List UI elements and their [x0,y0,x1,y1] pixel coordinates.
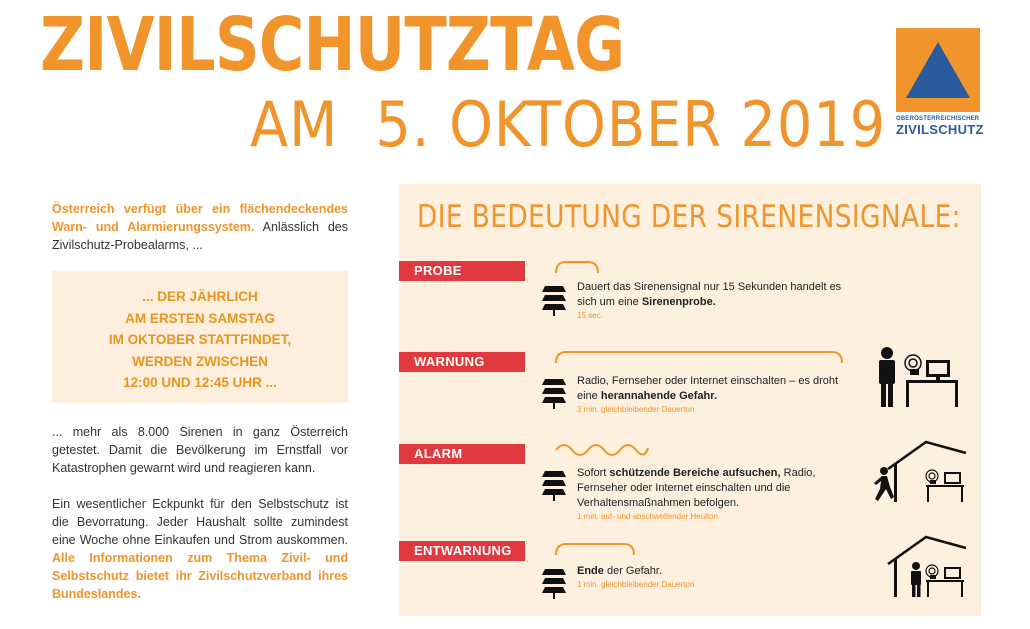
signal-label-warnung: WARNUNG [399,352,525,372]
signal-description-warnung [577,374,842,415]
signal-text-bold: Sirenenprobe. [641,296,716,308]
triangle-icon [896,28,980,112]
signal-duration-note: 1 min. gleichbleibender Dauerton [577,580,695,589]
signal-text: Radio, Fernseher oder Internet einschalten und die Verhaltensmaßnahmen befolgen. [577,467,816,509]
callout-line: ... DER JÄHRLICH [142,289,258,304]
signal-description-entwarnung [577,564,842,590]
intro-paragraph [52,200,348,254]
person-at-tv-icon [874,344,964,410]
wailing-tone-wave-icon [554,440,650,460]
panel-title: DIE BEDEUTUNG DER SIRENENSIGNALE: [417,199,961,235]
logo-text-small: OBERÖSTERREICHISCHER [896,116,980,122]
zivilschutz-logo [896,28,984,137]
callout-line: IM OKTOBER STATTFINDET, [108,332,292,347]
page-subtitle-date: AM 5. OKTOBER 2019 [250,88,887,161]
preparedness-text: Ein wesentlicher Eckpunkt für den Selbstschutz ist die Bevorratung. Jeder Haushalt sollte zumindest eine Woche ohne Einkaufen und Strom auskommen. [52,497,348,547]
signal-description-alarm [577,466,842,522]
steady-tone-wave-icon [554,542,638,556]
signal-text-bold: schützende Bereiche aufsuchen, [609,467,781,479]
signal-duration-note: 15 sec. [577,311,603,320]
siren-tower-icon [539,281,569,317]
siren-tower-icon [539,374,569,410]
siren-tower-icon [539,466,569,502]
intro-text: Anlässlich des Zivilschutz-Probealarms, ... [52,220,348,252]
signal-text: der Gefahr. [603,565,662,577]
signal-duration-note: 3 min. gleichbleibender Dauerton [577,405,695,414]
callout-box [52,271,348,403]
signal-label-alarm: ALARM [399,444,525,464]
signal-text: Dauert das Sirenensignal nur 15 Sekunden handelt es sich um eine [577,281,842,308]
preparedness-highlight: Alle Informationen zum Thema Zivil- und Selbstschutz bietet ihr Zivilschutzverband ihres Bundeslandes. [52,551,348,601]
short-tone-wave-icon [554,260,600,274]
callout-line: WERDEN ZWISCHEN [132,353,268,369]
signal-label-probe: PROBE [399,261,525,281]
signal-text: Radio, Fernseher oder Internet einschalten – es droht eine [577,375,839,402]
signal-description-probe [577,280,842,321]
sirens-paragraph: ... mehr als 8.000 Sirenen in ganz Österreich getestet. Damit die Bevölkerung im Ernstfall vor Katastrophen gewarnt wird und reagieren kann. [52,425,348,475]
logo-square [896,28,980,112]
steady-tone-wave-icon [554,350,844,364]
signal-label-entwarnung: ENTWARNUNG [399,541,525,561]
siren-tower-icon [539,564,569,600]
preparedness-paragraph [52,495,348,603]
intro-highlight: Österreich verfügt über ein flächendeckendes Warn- und Alarmierungssystem. [52,202,348,234]
person-in-house-icon [874,534,969,599]
logo-text-large: ZIVILSCHUTZ [896,122,984,137]
signal-duration-note: 1 min. auf- und abschwellender Heulton [577,512,718,521]
callout-line: AM ERSTEN SAMSTAG [125,310,275,326]
page-title: ZIVILSCHUTZTAG [40,2,625,88]
callout-line: 12:00 UND 12:45 UHR ... [123,375,277,390]
signal-text-bold: Ende [577,565,604,577]
signal-text: Sofort [577,467,610,479]
signal-text-bold: herannahende Gefahr. [600,390,718,402]
siren-signals-panel [399,184,981,616]
person-entering-house-icon [874,439,969,504]
